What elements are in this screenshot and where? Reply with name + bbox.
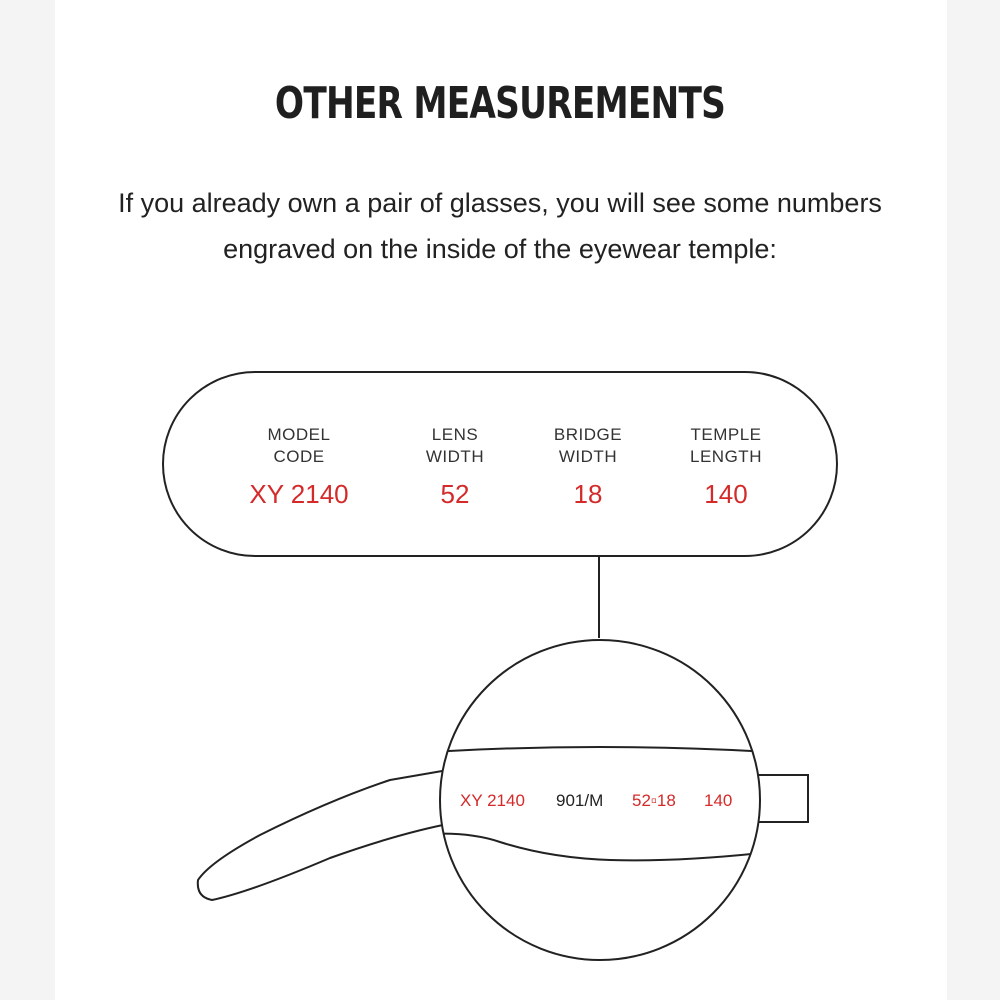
- lens-width-label-2: WIDTH: [425, 447, 485, 466]
- engraved-color-code: 901/M: [556, 791, 604, 810]
- bridge-width-value: 18: [573, 479, 603, 509]
- engraved-model: XY 2140: [460, 791, 525, 810]
- model-code-label-1: MODEL: [267, 425, 331, 444]
- model-code-label-2: CODE: [273, 447, 325, 466]
- intro-line-1: If you already own a pair of glasses, you will see some numbers: [118, 188, 882, 218]
- bridge-width-label-2: WIDTH: [558, 447, 618, 466]
- bridge-width-label-1: BRIDGE: [553, 425, 623, 444]
- temple-length-label-2: LENGTH: [690, 447, 762, 466]
- temple-length-value: 140: [704, 479, 748, 509]
- intro-line-2: engraved on the inside of the eyewear temple:: [223, 234, 777, 264]
- engraved-temple-length: 140: [704, 791, 733, 810]
- lens-width-value: 52: [440, 479, 470, 509]
- temple-length-label-1: TEMPLE: [690, 425, 762, 444]
- lens-width-label-1: LENS: [431, 425, 479, 444]
- page-title: OTHER MEASUREMENTS: [274, 78, 726, 129]
- temple-arm-outline: [198, 770, 453, 900]
- engraved-size: 52▫18: [632, 791, 676, 810]
- model-code-value: XY 2140: [249, 479, 349, 509]
